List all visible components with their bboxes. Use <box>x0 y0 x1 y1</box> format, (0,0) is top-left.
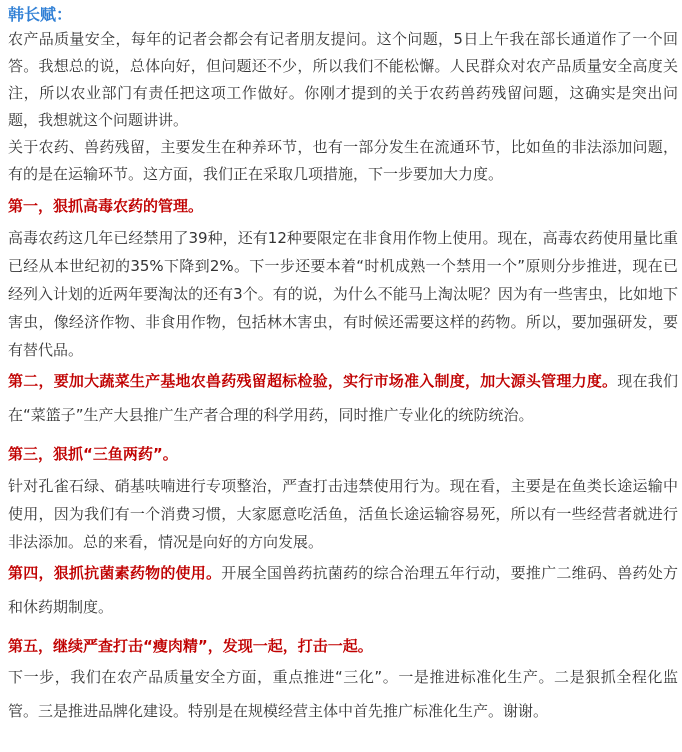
point-heading: 第五，继续严查打击“瘦肉精”，发现一起，打击一起。 <box>8 637 373 655</box>
point-heading: 第二，要加大蔬菜生产基地农兽药残留超标检验，实行市场准入制度，加大源头管理力度。 <box>8 372 618 390</box>
point-paragraph <box>8 364 678 432</box>
intro-paragraph: 关于农药、兽药残留，主要发生在种养环节，也有一部分发生在流通环节，比如鱼的非法添加问题，有的是在运输环节。这方面，我们正在采取几项措施，下一步要加大力度。 <box>8 138 678 183</box>
point-body: 高毒农药这几年已经禁用了39种，还有12种要限定在非食用作物上使用。现在，高毒农药使用量比重已经从本世纪初的35%下降到2%。下一步还要本着“时机成熟一个禁用一个”原则分步推进，现在已经列入计划的近两年要淘汰的还有3个。有的说，为什么不能马上淘汰呢？因为有一些害虫，比如地下害虫，像经济作物、非食用作物，包括林木害虫，有时候还需要这样的药物。所以，要加强研发，要有替代品。 <box>8 229 678 359</box>
point-body: 针对孔雀石绿、硝基呋喃进行专项整治，严查打击违禁使用行为。现在看，主要是在鱼类长途运输中使用，因为我们有一个消费习惯，大家愿意吃活鱼，活鱼长途运输容易死，所以有一些经营者就进行非法添加。总的来看，情况是向好的方向发展。 <box>8 477 678 551</box>
point-heading: 第一，狠抓高毒农药的管理。 <box>8 197 204 215</box>
point-heading: 第三，狠抓“三鱼两药”。 <box>8 445 178 463</box>
point-heading: 第四，狠抓抗菌素药物的使用。 <box>8 564 222 582</box>
point-paragraph <box>8 556 678 624</box>
point-body: 开展全国兽药抗菌药的综合治理五年行动，要推广二维码、兽药处方和休药期制度。 <box>8 564 678 616</box>
point-body: 现在我们在“菜篮子”生产大县推广生产者合理的科学用药，同时推广专业化的统防统治。 <box>8 372 678 424</box>
point-body: 下一步，我们在农产品质量安全方面，重点推进“三化”。一是推进标准化生产。二是狠抓全程化监管。三是推进品牌化建设。特别是在规模经营主体中首先推广标准化生产。谢谢。 <box>8 668 678 720</box>
article <box>8 4 678 728</box>
speaker-name: 韩长赋： <box>8 5 73 24</box>
intro-paragraph: 农产品质量安全，每年的记者会都会有记者朋友提问。这个问题，5日上午我在部长通道作了一个回答。我想总的说，总体向好，但问题还不少，所以我们不能松懈。人民群众对农产品质量安全高度关注，所以农业部门有责任把这项工作做好。你刚才提到的关于农药兽药残留问题，这确实是突出问题，我想就这个问题讲讲。 <box>8 30 678 129</box>
